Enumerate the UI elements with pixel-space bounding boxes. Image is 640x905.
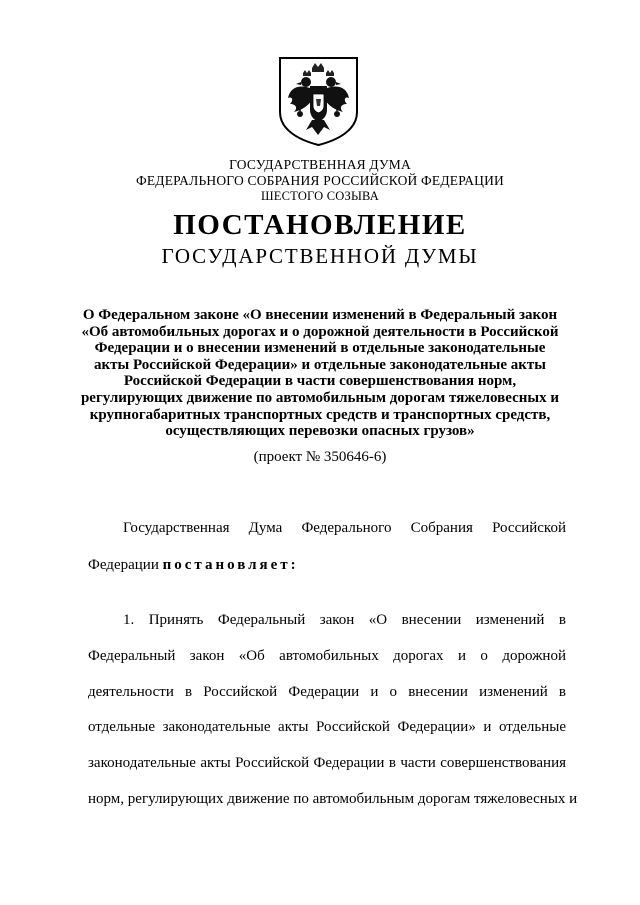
law-title-line: крупногабаритных транспортных средств и транспортных средств,	[89, 406, 551, 423]
document-title: ПОСТАНОВЛЕНИЕ	[173, 209, 467, 241]
item-1-line: деятельности в Российской Федерации и о внесении изменений в	[88, 684, 566, 700]
item-1-line: Федеральный закон «Об автомобильных дорогах и о дорожной	[88, 648, 566, 664]
item-1-line: норм, регулирующих движение по автомобильным дорогам тяжеловесных и	[88, 791, 578, 807]
law-title-line: осуществляющих перевозки опасных грузов»	[165, 423, 475, 440]
header-line-3: ШЕСТОГО СОЗЫВА	[260, 189, 380, 203]
document-subtitle: ГОСУДАРСТВЕННОЙ ДУМЫ	[161, 244, 479, 268]
law-title-line: Федерации и о внесении изменений в отдельные законодательные	[94, 340, 546, 357]
project-number: (проект № 350646-6)	[253, 449, 387, 465]
preamble-line-1: Государственная Дума Федерального Собрания Российской	[123, 520, 566, 536]
law-title-line: О Федеральном законе «О внесении изменений в Федеральный закон	[82, 307, 558, 323]
item-1-line: отдельные законодательные акты Российской Федерации» и отдельные	[88, 719, 566, 735]
item-1-line: 1. Принять Федеральный закон «О внесении изменений в	[123, 612, 566, 628]
coat-of-arms-emblem	[276, 54, 361, 147]
law-title	[60, 307, 580, 440]
double-headed-eagle-icon	[276, 54, 361, 147]
item-1-line: законодательные акты Российской Федерации в части совершенствования	[88, 755, 566, 771]
law-title-line: Российской Федерации в части совершенствования норм,	[123, 373, 517, 390]
header-line-1: ГОСУДАРСТВЕННАЯ ДУМА	[229, 157, 411, 172]
preamble-action: постановляет:	[162, 557, 299, 573]
preamble-line-2	[88, 557, 566, 574]
header-line-2: ФЕДЕРАЛЬНОГО СОБРАНИЯ РОССИЙСКОЙ ФЕДЕРАЦИИ	[136, 173, 504, 188]
law-title-line: «Об автомобильных дорогах и о дорожной деятельности в Российской	[81, 323, 559, 340]
law-title-line: акты Российской Федерации» и отдельные законодательные акты	[94, 356, 546, 373]
preamble-prefix: Федерации	[88, 557, 159, 573]
law-title-line: регулирующих движение по автомобильным дорогам тяжеловесных и	[80, 389, 560, 406]
